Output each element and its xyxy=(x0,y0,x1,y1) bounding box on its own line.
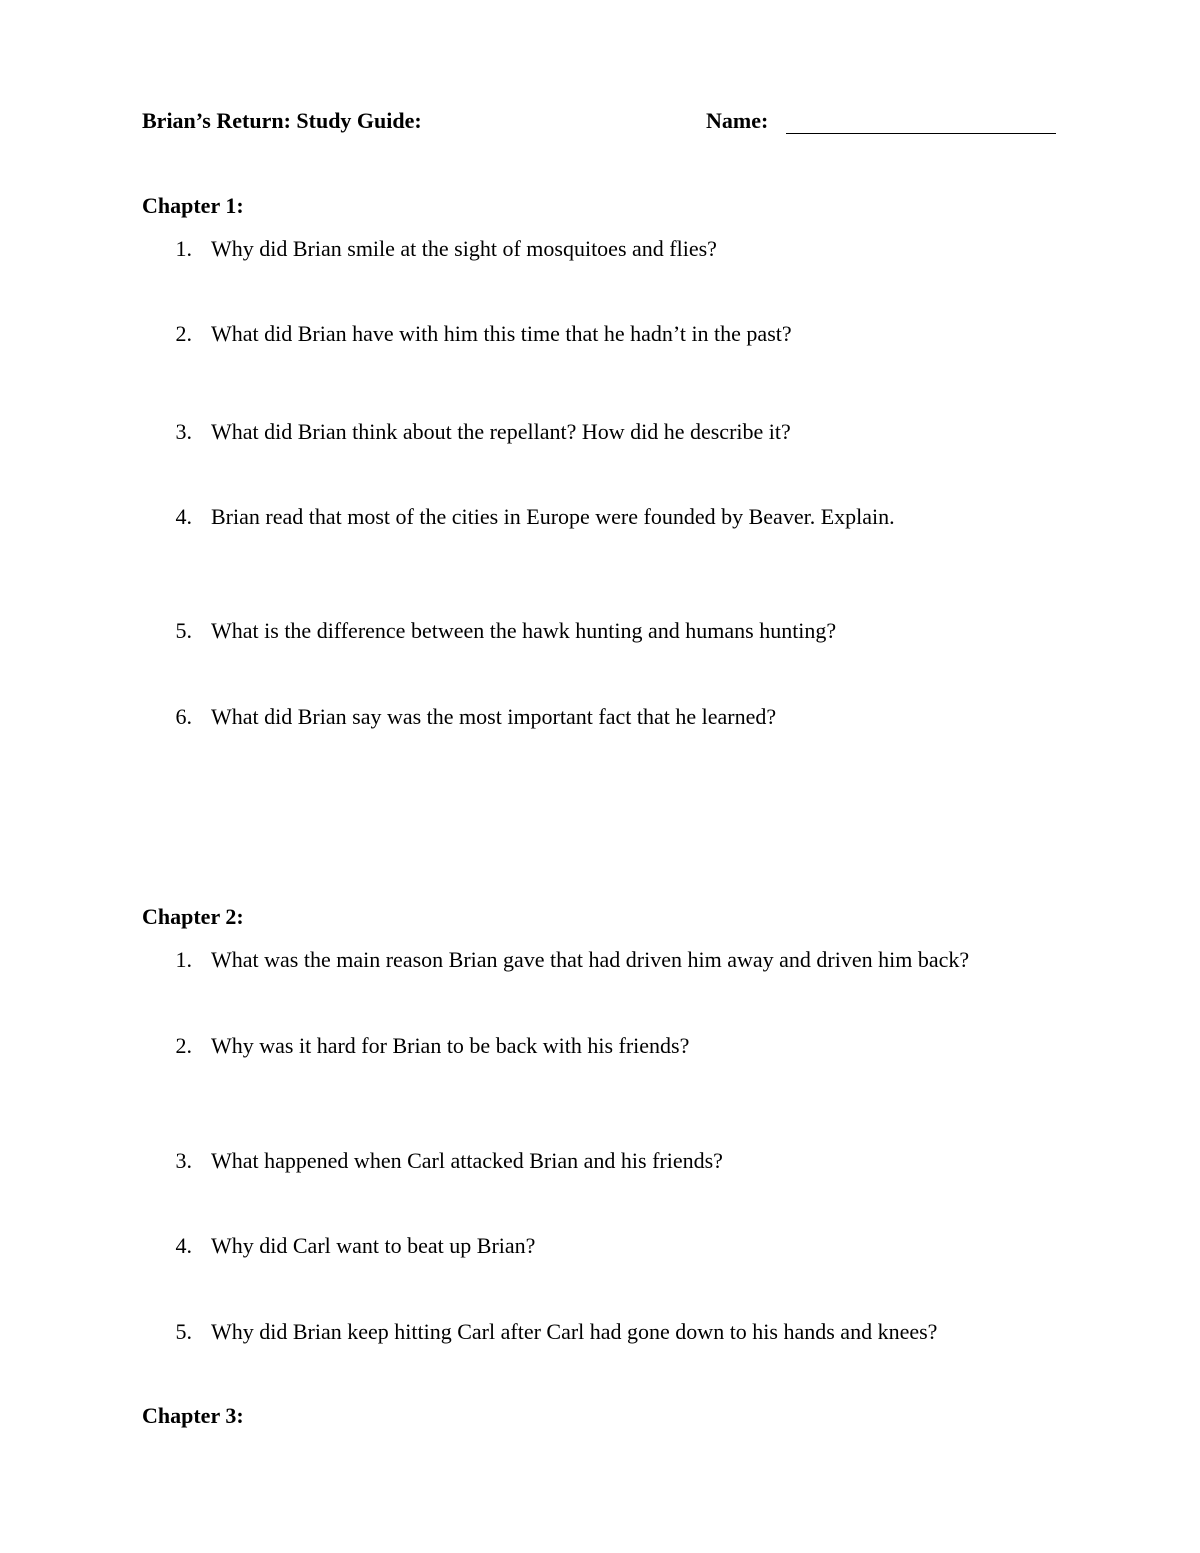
question-number: 4. xyxy=(175,504,192,529)
question-text: What happened when Carl attacked Brian and his friends? xyxy=(211,1148,723,1173)
question-text: What did Brian say was the most important fact that he learned? xyxy=(211,704,777,729)
name-blank-line[interactable] xyxy=(786,133,1056,134)
question-number: 2. xyxy=(175,321,192,346)
chapter-3-heading: Chapter 3: xyxy=(142,1403,244,1428)
question-number: 3. xyxy=(175,419,192,444)
question-text: Why did Carl want to beat up Brian? xyxy=(211,1233,536,1258)
question-text: Why was it hard for Brian to be back with his friends? xyxy=(211,1033,690,1058)
question-number: 4. xyxy=(175,1233,192,1258)
question-text: What did Brian have with him this time that he hadn’t in the past? xyxy=(211,321,792,346)
worksheet-title: Brian’s Return: Study Guide: xyxy=(142,108,422,133)
question-number: 5. xyxy=(175,618,192,643)
question-text: Why did Brian keep hitting Carl after Carl had gone down to his hands and knees? xyxy=(211,1319,938,1344)
question-text: Why did Brian smile at the sight of mosquitoes and flies? xyxy=(211,236,717,261)
question-number: 1. xyxy=(175,236,192,261)
question-text: Brian read that most of the cities in Europe were founded by Beaver. Explain. xyxy=(211,504,895,529)
question-number: 3. xyxy=(175,1148,192,1173)
question-number: 2. xyxy=(175,1033,192,1058)
question-text: What was the main reason Brian gave that had driven him away and driven him back? xyxy=(211,947,970,972)
question-text: What did Brian think about the repellant? How did he describe it? xyxy=(211,419,791,444)
question-text: What is the difference between the hawk hunting and humans hunting? xyxy=(211,618,837,643)
name-label: Name: xyxy=(706,108,769,133)
question-number: 6. xyxy=(175,704,192,729)
chapter-2-heading: Chapter 2: xyxy=(142,904,244,929)
chapter-1-heading: Chapter 1: xyxy=(142,193,244,218)
question-number: 1. xyxy=(175,947,192,972)
question-number: 5. xyxy=(175,1319,192,1344)
